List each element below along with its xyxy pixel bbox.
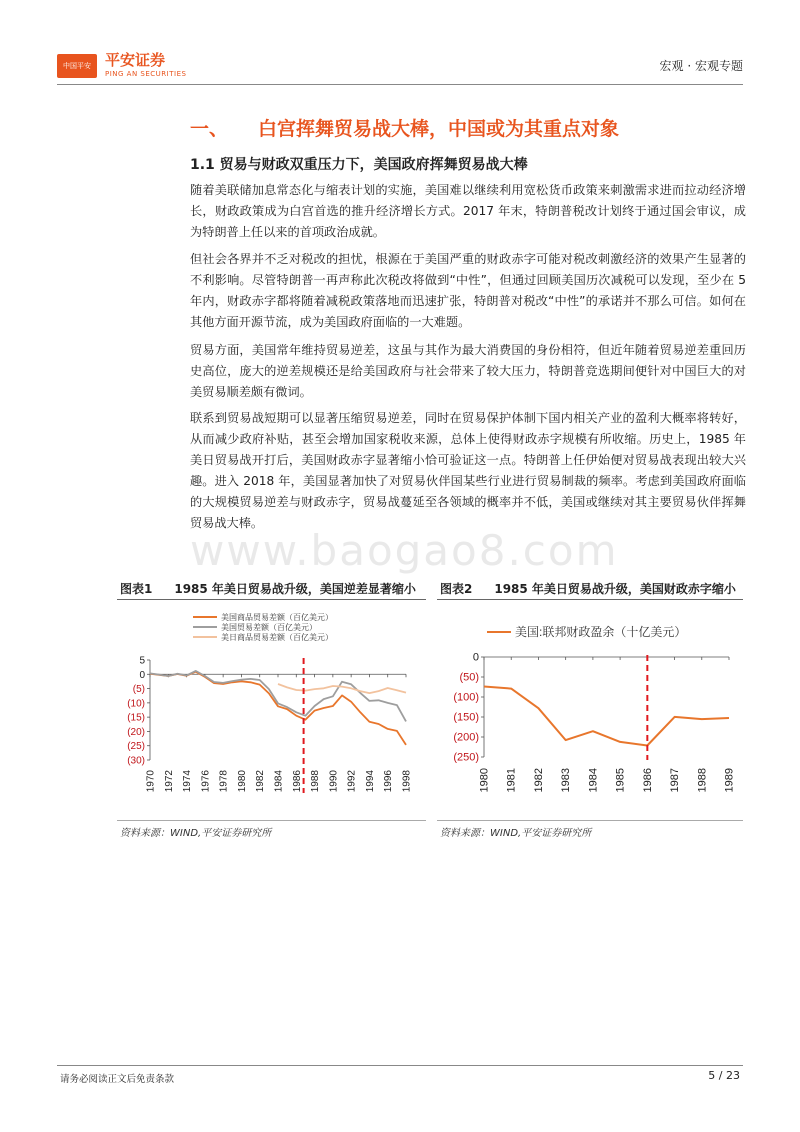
figure-2-label: 图表2 (440, 582, 473, 596)
header-divider (57, 84, 743, 85)
x-tick-label: 1998 (401, 770, 413, 793)
watermark: www.baogao8.com (190, 526, 619, 575)
figure-2-bottom-rule (437, 820, 743, 821)
x-tick-label: 1983 (560, 768, 573, 793)
y-tick-label: (20) (127, 726, 145, 738)
page-number: 5 / 23 (708, 1069, 740, 1082)
x-tick-label: 1987 (669, 768, 682, 793)
y-tick-label: (50) (459, 671, 479, 684)
legend-label: 美国贸易差额（百亿美元） (221, 622, 317, 632)
legend-label: 美国商品贸易差额（百亿美元） (221, 612, 333, 622)
chart-1 (117, 605, 429, 815)
footer-disclaimer: 请务必阅读正文后免责条款 (60, 1074, 175, 1085)
x-tick-label: 1996 (383, 770, 395, 793)
logo-badge: 中国平安 (57, 54, 97, 78)
x-tick-label: 1978 (218, 770, 230, 793)
x-tick-label: 1986 (641, 768, 654, 793)
figure-1-title (120, 580, 416, 597)
logo-subtitle: PING AN SECURITIES (105, 70, 187, 78)
series-line (484, 687, 729, 746)
series-line (150, 672, 406, 745)
y-tick-label: (250) (453, 751, 479, 764)
figure-1-top-rule (117, 599, 426, 600)
x-tick-label: 1985 (614, 768, 627, 793)
y-tick-label: (15) (127, 712, 145, 724)
x-tick-label: 1974 (182, 770, 194, 793)
section-title (190, 114, 619, 141)
x-tick-label: 1986 (291, 770, 303, 793)
x-tick-label: 1982 (532, 768, 545, 793)
y-tick-label: 5 (139, 655, 145, 667)
x-tick-label: 1989 (723, 768, 736, 793)
x-tick-label: 1970 (145, 770, 157, 793)
x-tick-label: 1988 (696, 768, 709, 793)
y-tick-label: (200) (453, 731, 479, 744)
y-tick-label: 0 (139, 669, 145, 681)
x-tick-label: 1990 (328, 770, 340, 793)
legend-label: 美日商品贸易差额（百亿美元） (221, 632, 333, 642)
section-number: 一、 (190, 118, 229, 140)
y-tick-label: (100) (453, 691, 479, 704)
x-tick-label: 1980 (236, 770, 248, 793)
y-tick-label: (30) (127, 755, 145, 767)
y-tick-label: (5) (132, 684, 145, 696)
legend-label: 美国:联邦财政盈余（十亿美元） (515, 625, 687, 640)
section-title-text: 白宫挥舞贸易战大棒，中国或为其重点对象 (258, 118, 620, 140)
header-category: 宏观 · 宏观专题 (659, 59, 743, 73)
figure-1-title-text: 1985 年美日贸易战升级，美国逆差显著缩小 (174, 582, 416, 596)
x-tick-label: 1984 (587, 768, 600, 793)
x-tick-label: 1982 (255, 770, 267, 793)
paragraph-3: 贸易方面，美国常年维持贸易逆差，这虽与其作为最大消费国的身份相符，但近年随着贸易逆差重回历史高位，庞大的逆差规模还是给美国政府与社会带来了较大压力，特朗普竞选期间便针对中国巨大的对美贸易顺差颇有微词。 (190, 343, 746, 399)
figure-2-title-text: 1985 年美日贸易战升级，美国财政赤字缩小 (494, 582, 736, 596)
figure-2-title (440, 580, 736, 597)
y-tick-label: (150) (453, 711, 479, 724)
figure-1-bottom-rule (117, 820, 426, 821)
subsection-title: 1.1 贸易与财政双重压力下，美国政府挥舞贸易战大棒 (190, 157, 528, 173)
footer-divider (57, 1065, 743, 1066)
x-tick-label: 1980 (478, 768, 491, 793)
paragraph-2: 但社会各界并不乏对税改的担忧，根源在于美国严重的财政赤字可能对税改刺激经济的效果产生显著的不利影响。尽管特朗普一再声称此次税改将做到“中性”，但通过回顾美国历次减税可以发现，至少在 5 年内，财政赤字都将随着减税政策落地而迅速扩张，特朗普对税改“中性”的承诺并不那么可信。如何在其他方面开源节流，成为美国政府面临的一大难题。 (190, 252, 746, 329)
x-tick-label: 1976 (200, 770, 212, 793)
x-tick-label: 1988 (310, 770, 322, 793)
logo-name: 平安证券 (105, 51, 166, 69)
figure-1-label: 图表1 (120, 582, 153, 596)
x-tick-label: 1984 (273, 770, 285, 793)
series-line (150, 671, 406, 722)
y-tick-label: (25) (127, 741, 145, 753)
y-tick-label: (10) (127, 698, 145, 710)
figure-2-top-rule (437, 599, 743, 600)
paragraph-4: 联系到贸易战短期可以显著压缩贸易逆差，同时在贸易保护体制下国内相关产业的盈利大概率将转好，从而减少政府补贴，甚至会增加国家税收来源，总体上使得财政赤字规模有所收缩。历史上，1985 年美日贸易战开打后，美国财政赤字显著缩小恰可验证这一点。特朗普上任伊始便对贸易战表现出较大兴趣。进入 2018 年，美国显著加快了对贸易伙伴国某些行业进行贸易制裁的频率。考虑到美国政府面临的大规模贸易逆差与财政赤字，贸易战蔓延至各领域的概率并不低，美国或继续对其主要贸易伙伴挥舞贸易战大棒。 (190, 411, 746, 530)
figure-2-source: 资料来源：WIND,平安证券研究所 (440, 828, 592, 839)
x-tick-label: 1981 (505, 768, 518, 793)
x-tick-label: 1992 (346, 770, 358, 793)
x-tick-label: 1972 (163, 770, 175, 793)
y-tick-label: 0 (472, 651, 479, 664)
x-tick-label: 1994 (364, 770, 376, 793)
paragraph-1: 随着美联储加息常态化与缩表计划的实施，美国难以继续利用宽松货币政策来刺激需求进而拉动经济增长，财政政策成为白宫首选的推升经济增长方式。2017 年末，特朗普税改计划终于通过国会审议，成为特朗普上任以来的首项政治成就。 (190, 183, 746, 239)
chart-2 (437, 605, 745, 815)
figure-1-source: 资料来源：WIND,平安证券研究所 (120, 828, 272, 839)
series-line (278, 684, 406, 693)
